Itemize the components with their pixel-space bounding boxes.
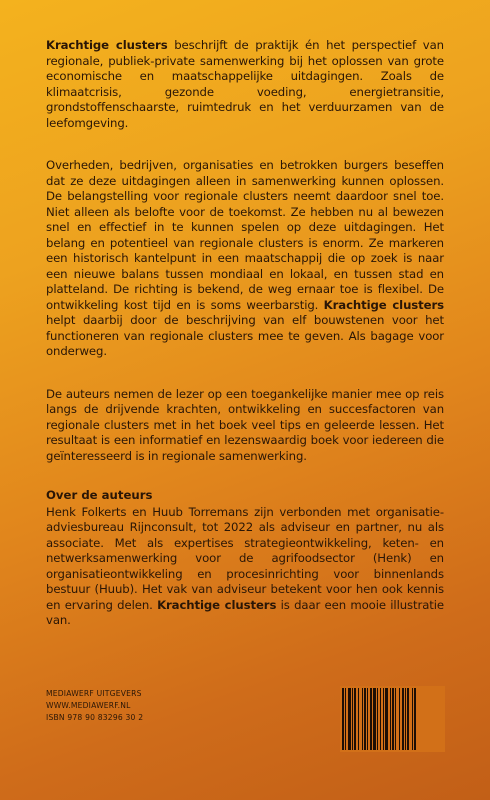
barcode-bar [345,688,346,750]
about-authors-heading: Over de auteurs [46,488,153,502]
barcode-bar [373,688,376,750]
isbn-number: ISBN 978 90 83296 30 2 [46,713,144,722]
barcode-bar [380,688,381,750]
barcode-bar [414,688,416,750]
barcode-bar [354,688,356,750]
book-title-emphasis: Krachtige clusters [323,297,444,312]
context-text: Overheden, bedrijven, organisaties en betrokken burgers beseffen dat ze deze uitdagingen alleen in samenwerking kunnen oplossen. De belangstelling voor regionale clusters neemt daardoor snel toe. Niet alleen als belofte voor de toekomst. Ze hebben nu al bewezen snel en effectief in te kunnen spelen op deze uitdagingen. Het belang en potentieel van regionale clusters is enorm. Ze markeren een historisch kantelpunt in een maatschappij die op zoek is naar een nieuwe balans tussen mondiaal en lokaal, en tussen stad en platteland. De richting is bekend, de weg ernaar toe is flexibel. De ontwikkeling kost tijd en is soms weerbarstig. [46,158,444,312]
barcode-bar [407,688,409,750]
barcode-bar [383,688,384,750]
barcode-bar [405,688,406,750]
summary-paragraph: De auteurs nemen de lezer op een toegankelijke manier mee op reis langs de drijvende krachten, ontwikkeling en succesfactoren van regionale clusters met in het boek veel tips en geleerde lessen. Het resultaat is een informatief en lezenswaardig boek voor iedereen die geïnteresseerd is in regionale samenwerking. [46,386,444,463]
about-authors-text: Henk Folkerts en Huub Torremans zijn verbonden met organisatie-adviesbureau Rijnconsult, tot 2022 als adviseur en partner, nu als associate. Met als expertises strategieontwikkeling, keten- en netwerksamenwerking voor de agrifoodsector (Henk) en organisatieontwikkeling en procesinrichting voor binnenlands bestuur (Huub). Het vak van adviseur betekent voor hen ook kennis en ervaring delen. [46,504,444,612]
barcode-bar [377,688,378,750]
about-authors-paragraph [46,505,444,629]
book-title-emphasis: Krachtige clusters [46,38,168,52]
back-cover-text [46,38,444,464]
barcode-bar [385,688,388,750]
barcode-bar [362,688,363,750]
barcode-bar [412,688,413,750]
barcode-bar [399,688,400,750]
barcode-bar [352,688,353,750]
barcode-bar [364,688,366,750]
barcode-graphic [340,686,445,752]
publisher-info [46,688,143,724]
isbn-barcode [340,686,445,752]
context-tail: helpt daarbij door de beschrijving van elf bouwstenen voor het functioneren van regionale clusters mee te geven. Als bagage voor onderweg. [46,313,444,358]
barcode-bar [395,688,396,750]
barcode-bar [367,688,368,750]
about-authors-section [46,488,444,629]
barcode-bar [402,688,404,750]
barcode-bar [370,688,372,750]
intro-text: beschrijft de praktijk én het perspectief van regionale, publiek-private samenwerking bij het oplossen van grote economische en maatschappelijke uitdagingen. Zoals de klimaatcrisis, gezonde voeding, energietransitie, grondstoffenschaarste, ruimtedruk en het verduurzamen van de leefomgeving. [46,38,444,130]
context-paragraph [46,158,444,360]
book-title-emphasis: Krachtige clusters [157,597,277,612]
about-authors-tail: is daar een mooie illustratie van. [46,597,444,627]
barcode-bar [358,688,359,750]
barcode-bar [392,688,394,750]
barcode-bar [342,688,344,750]
intro-paragraph [46,38,444,131]
publisher-name: MEDIAWERF UITGEVERS [46,689,142,698]
barcode-bar [348,688,351,750]
barcode-bar [390,688,391,750]
publisher-website: WWW.MEDIAWERF.NL [46,701,131,710]
